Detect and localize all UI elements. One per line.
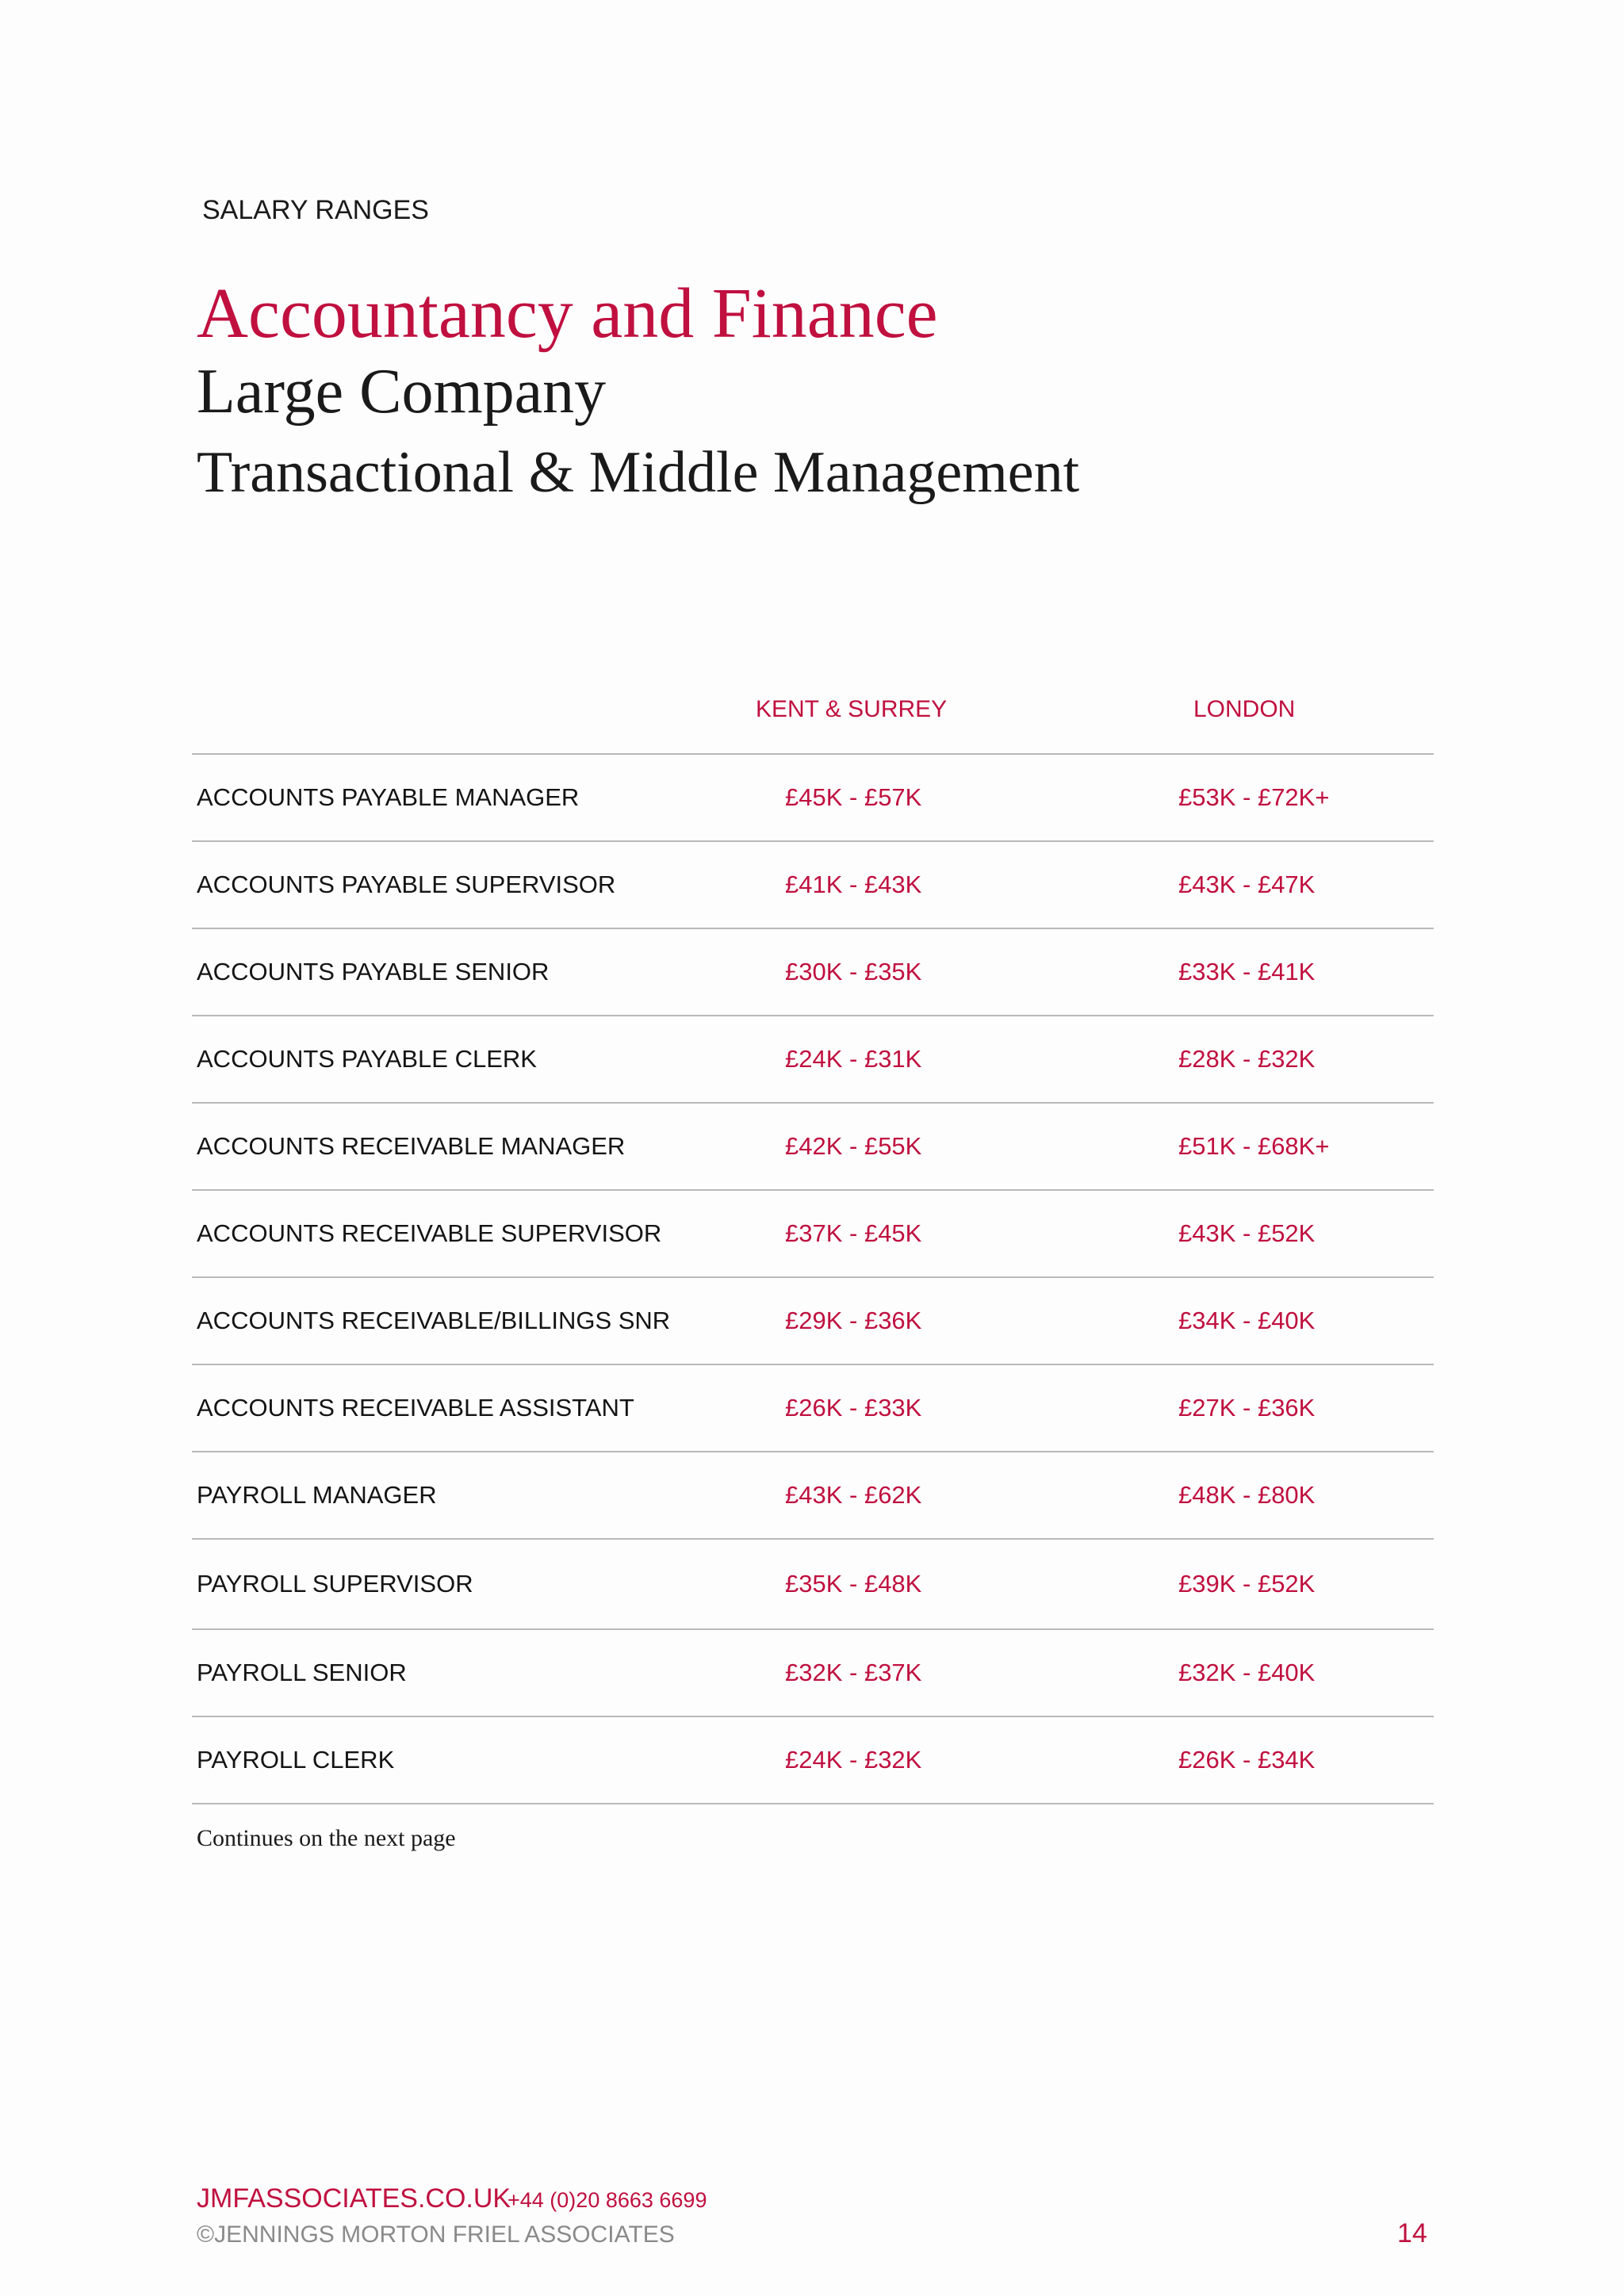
role-cell: ACCOUNTS RECEIVABLE/BILLINGS SNR — [197, 1307, 671, 1334]
london-salary-cell: £28K - £32K — [1178, 1045, 1316, 1073]
london-salary-cell: £53K - £72K+ — [1178, 783, 1330, 811]
table-row — [192, 1191, 1434, 1278]
page-title: Accountancy and Finance — [197, 274, 938, 353]
role-cell: PAYROLL SUPERVISOR — [197, 1570, 473, 1598]
continues-note: Continues on the next page — [197, 1825, 456, 1851]
page-subtitle: Large Company — [197, 357, 607, 427]
kent-salary-cell: £29K - £36K — [785, 1307, 922, 1334]
kent-salary-cell: £35K - £48K — [785, 1570, 922, 1598]
role-cell: PAYROLL CLERK — [197, 1746, 395, 1774]
london-salary-cell: £27K - £36K — [1178, 1394, 1316, 1422]
london-salary-cell: £51K - £68K+ — [1178, 1132, 1330, 1160]
table-row — [192, 1104, 1434, 1191]
london-salary-cell: £43K - £52K — [1178, 1219, 1316, 1247]
column-header-kent-surrey: KENT & SURREY — [756, 696, 948, 722]
role-cell: ACCOUNTS PAYABLE SUPERVISOR — [197, 871, 616, 898]
london-salary-cell: £39K - £52K — [1178, 1570, 1316, 1598]
london-salary-cell: £34K - £40K — [1178, 1307, 1316, 1334]
table-row — [192, 1452, 1434, 1540]
kent-salary-cell: £24K - £31K — [785, 1045, 922, 1073]
role-cell: PAYROLL MANAGER — [197, 1481, 437, 1509]
footer-copyright: ©JENNINGS MORTON FRIEL ASSOCIATES — [197, 2221, 675, 2248]
london-salary-cell: £43K - £47K — [1178, 871, 1316, 898]
footer-website-link[interactable]: JMFASSOCIATES.CO.UK — [197, 2183, 511, 2214]
role-cell: ACCOUNTS RECEIVABLE SUPERVISOR — [197, 1219, 662, 1247]
table-row — [192, 1717, 1434, 1804]
footer-phone: +44 (0)20 8663 6699 — [508, 2188, 707, 2212]
kent-salary-cell: £24K - £32K — [785, 1746, 922, 1774]
london-salary-cell: £48K - £80K — [1178, 1481, 1316, 1509]
london-salary-cell: £26K - £34K — [1178, 1746, 1316, 1774]
table-row — [192, 1016, 1434, 1104]
kent-salary-cell: £43K - £62K — [785, 1481, 922, 1509]
kent-salary-cell: £30K - £35K — [785, 958, 922, 985]
kent-salary-cell: £42K - £55K — [785, 1132, 922, 1160]
table-row — [192, 1630, 1434, 1717]
london-salary-cell: £33K - £41K — [1178, 958, 1316, 985]
kent-salary-cell: £41K - £43K — [785, 871, 922, 898]
role-cell: ACCOUNTS PAYABLE MANAGER — [197, 783, 580, 811]
table-row — [192, 1365, 1434, 1452]
page-number: 14 — [1397, 2218, 1427, 2248]
kent-salary-cell: £45K - £57K — [785, 783, 922, 811]
salary-table — [192, 753, 1434, 1804]
category-heading: Transactional & Middle Management — [197, 440, 1080, 505]
table-row — [192, 1278, 1434, 1365]
role-cell: PAYROLL SENIOR — [197, 1659, 407, 1686]
table-row — [192, 842, 1434, 929]
table-row — [192, 929, 1434, 1016]
section-label: SALARY RANGES — [202, 195, 429, 225]
kent-salary-cell: £26K - £33K — [785, 1394, 922, 1422]
role-cell: ACCOUNTS PAYABLE CLERK — [197, 1045, 537, 1073]
table-row — [192, 755, 1434, 842]
role-cell: ACCOUNTS RECEIVABLE MANAGER — [197, 1132, 626, 1160]
london-salary-cell: £32K - £40K — [1178, 1659, 1316, 1686]
column-header-london: LONDON — [1193, 696, 1296, 722]
table-row — [192, 1540, 1434, 1630]
kent-salary-cell: £32K - £37K — [785, 1659, 922, 1686]
role-cell: ACCOUNTS PAYABLE SENIOR — [197, 958, 550, 985]
kent-salary-cell: £37K - £45K — [785, 1219, 922, 1247]
role-cell: ACCOUNTS RECEIVABLE ASSISTANT — [197, 1394, 634, 1422]
